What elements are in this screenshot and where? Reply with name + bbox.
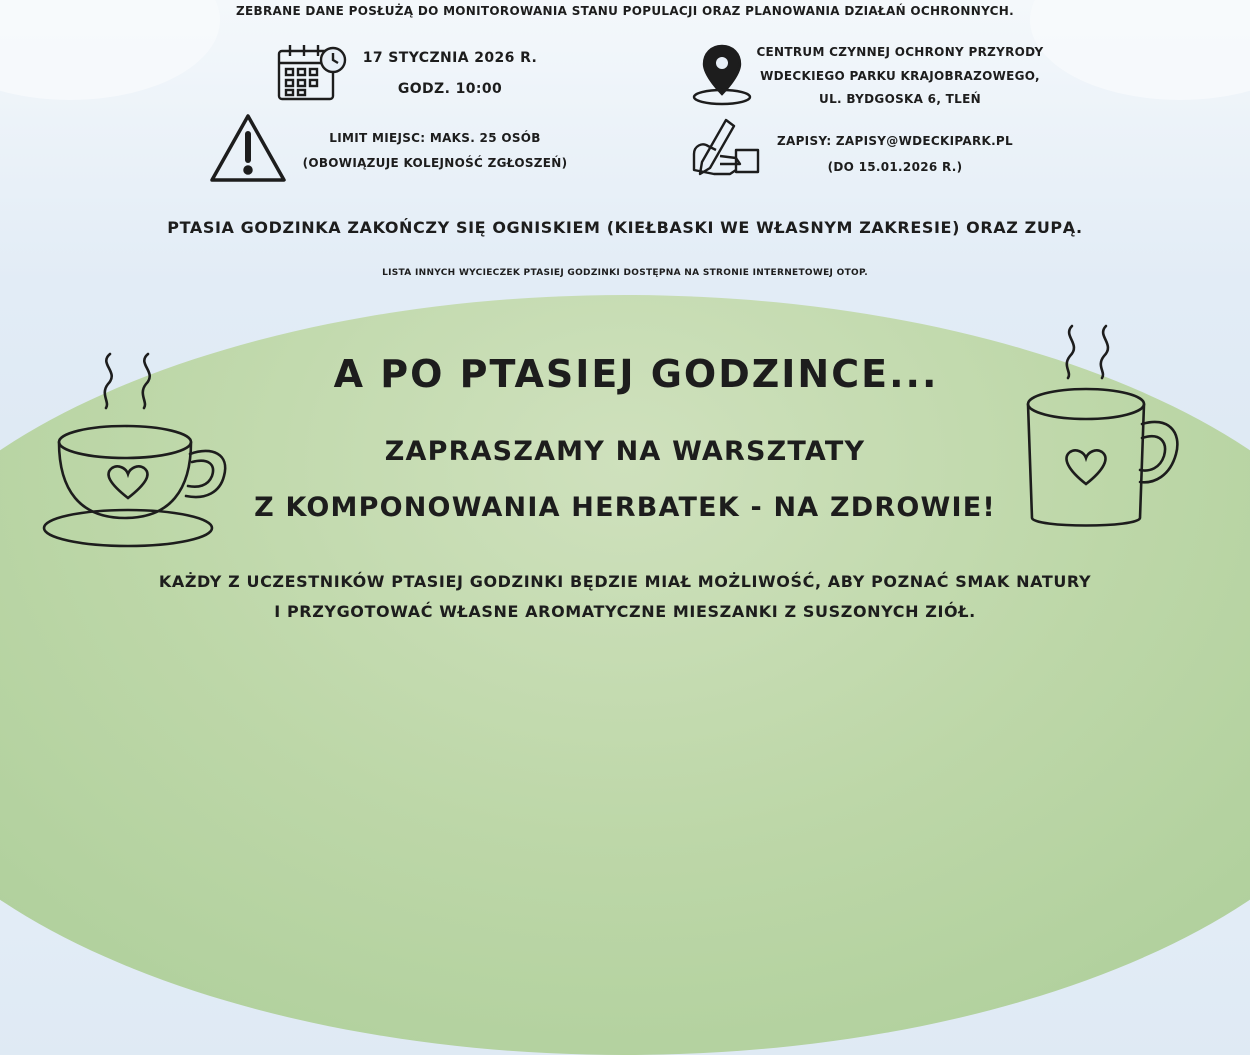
trips-line: LISTA INNYCH WYCIECZEK PTASIEJ GODZINKI DOSTĘPNA NA STRONIE INTERNETOWEJ OTOP. [382, 268, 868, 278]
writing-hand-icon [690, 116, 762, 184]
after-title: A PO PTASIEJ GODZINCE... [333, 352, 939, 396]
time-line: GODZ. 10:00 [397, 81, 503, 97]
date-line: 17 STYCZNIA 2026 R. [362, 50, 538, 66]
location-line-3: UL. BYDGOSKA 6, TLEŃ [819, 92, 981, 106]
bonfire-line: PTASIA GODZINKA ZAKOŃCZY SIĘ OGNISKIEM (KIEŁBASKI WE WŁASNYM ZAKRESIE) ORAZ ZUPĄ. [167, 218, 1083, 237]
calendar-clock-icon [276, 43, 348, 107]
location-line-2: WDECKIEGO PARKU KRAJOBRAZOWEGO, [760, 69, 1040, 83]
location-line-1: CENTRUM CZYNNEJ OCHRONY PRZYRODY [756, 45, 1044, 59]
warning-icon [208, 112, 288, 188]
desc-line-2: I PRZYGOTOWAĆ WŁASNE AROMATYCZNE MIESZANKI Z SUSZONYCH ZIÓŁ. [274, 602, 976, 621]
signup-line-1: ZAPISY: ZAPISY@WDECKIPARK.PL [777, 134, 1013, 148]
intro-line: ZEBRANE DANE POSŁUŻĄ DO MONITOROWANIA STANU POPULACJI ORAZ PLANOWANIA DZIAŁAŃ OCHRONNYCH. [236, 4, 1014, 18]
limit-line-2: (OBOWIĄZUJE KOLEJNOŚĆ ZGŁOSZEŃ) [302, 156, 568, 170]
workshop-line-2: Z KOMPONOWANIA HERBATEK - NA ZDROWIE! [254, 492, 996, 523]
desc-line-1: KAŻDY Z UCZESTNIKÓW PTASIEJ GODZINKI BĘDZIE MIAŁ MOŻLIWOŚĆ, ABY POZNAĆ SMAK NATURY [158, 572, 1092, 591]
limit-line-1: LIMIT MIEJSC: MAKS. 25 OSÓB [329, 131, 541, 145]
workshop-line-1: ZAPRASZAMY NA WARSZTATY [384, 436, 866, 467]
signup-line-2: (DO 15.01.2026 R.) [827, 160, 963, 174]
